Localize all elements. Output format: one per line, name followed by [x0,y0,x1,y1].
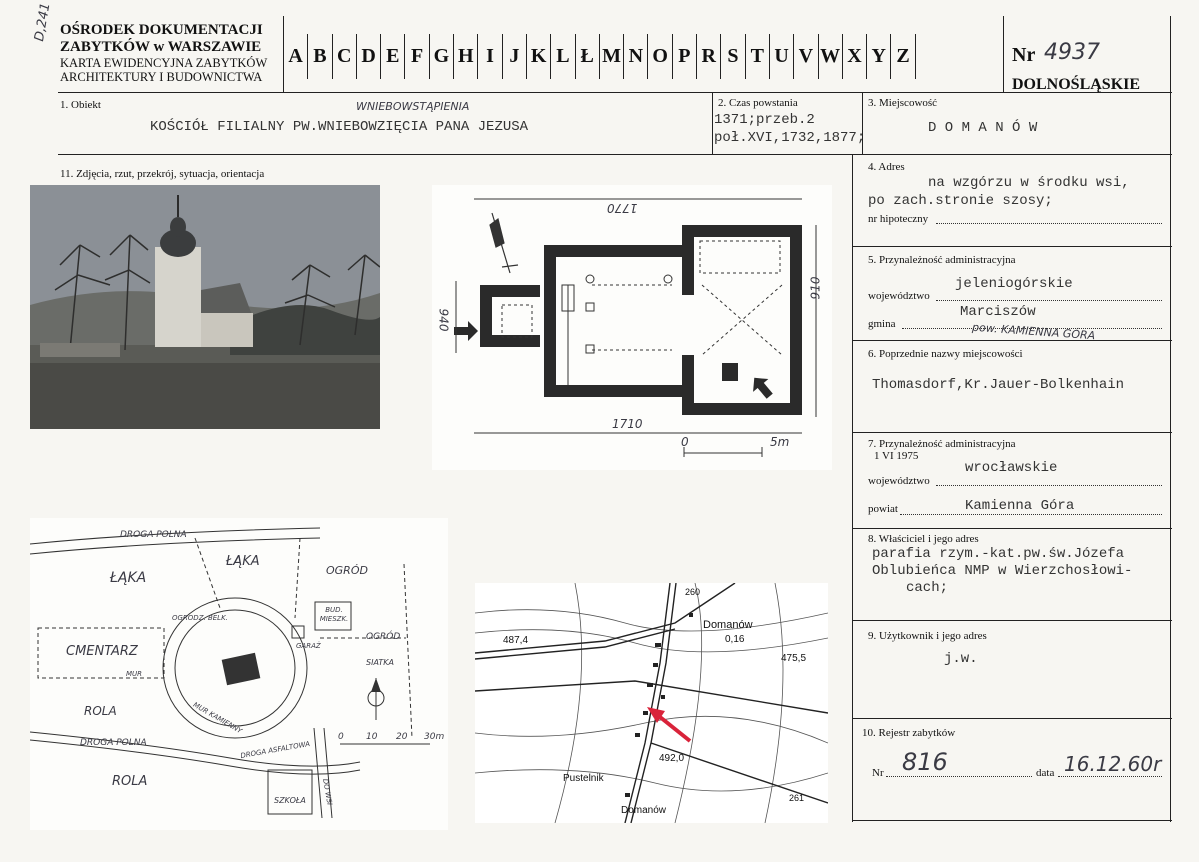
rejestr-label: 10. Rejestr zabytków [862,727,956,739]
index-letter-J: J [503,34,527,79]
adres-bottom-line [852,246,1172,247]
site-siatka: SIATKA [366,658,394,667]
wlasciciel-bottom-line [852,620,1172,621]
plan-dim-left: 940 [436,308,451,332]
plan-dim-right: 910 [808,276,823,300]
wojewodztwo-value: jeleniogórskie [955,276,1073,292]
org-title-2: ZABYTKÓW w WARSZAWIE [60,39,262,55]
site-cmentarz: CMENTARZ [66,644,138,659]
gmina-label: gmina [868,318,896,330]
plan-scale-5: 5m [770,435,790,449]
plan-dim-top: 1770 [607,201,638,215]
index-letter-C: C [333,34,357,79]
obiekt-value: KOŚCIÓŁ FILIALNY PW.WNIEBOWZIĘCIA PANA JEZUSA [150,119,529,135]
rejestr-data-label: data [1036,767,1055,779]
przyn-label: 5. Przynależność administracyjna [868,254,1016,266]
rejestr-nr-dotline [886,776,1032,777]
site-droga-top: DROGA POLNA [120,530,187,540]
index-letter-T: T [746,34,770,79]
index-letter-M: M [600,34,624,79]
site-scale-10: 10 [366,732,378,742]
site-plan [30,518,448,830]
topo-map [475,583,828,823]
site-ogrodz: OGRODZ. BELK. [172,614,228,622]
index-letter-Z: Z [891,34,915,79]
plan-scale-0: 0 [681,435,689,449]
index-letter-V: V [794,34,818,79]
index-letter-Ł: Ł [576,34,600,79]
site-bud: BUD. MIESZK. [319,606,349,623]
przyn1975-date: 1 VI 1975 [874,450,919,462]
site-do-wsi: DO WSI [321,778,334,806]
rejestr-nr-value: 816 [902,748,948,776]
powiat-label: powiat [868,503,898,515]
wlasciciel-label: 8. Właściciel i jego adres [868,533,979,545]
adres-line1: na wzgórzu w środku wsi, [928,175,1130,191]
rejestr-data-value: 16.12.60r [1064,752,1162,776]
topo-domanow: Domanów [703,619,753,631]
index-letter-I: I [478,34,502,79]
topo-016: 0,16 [725,634,745,645]
index-letter-H: H [454,34,478,79]
corner-note: D,241 [32,1,54,43]
hipoteczny-label: nr hipoteczny [868,213,929,225]
przyn-bottom-line [852,340,1172,341]
nr-value: 4937 [1044,40,1100,65]
index-letter-K: K [527,34,551,79]
plan-dim-bottom: 1710 [612,417,643,431]
index-letter-W: W [819,34,843,79]
topo-261: 261 [789,793,805,803]
org-subtitle-2: ARCHITEKTURY I BUDOWNICTWA [60,70,263,84]
zdjecia-label: 11. Zdjęcia, rzut, przekrój, sytuacja, orientacja [60,168,265,180]
wojewodztwo-dotline [936,300,1162,301]
index-letter-R: R [697,34,721,79]
site-ogrod-top: OGRÓD [326,564,368,577]
row1-divider-a [712,92,713,154]
header-org-block [60,22,282,84]
topo-260: 260 [685,587,701,597]
miejscowosc-value: D O M A N Ó W [928,120,1038,136]
rejestr-nr-label: Nr [872,767,884,779]
site-laka-left: ŁĄKA [110,570,147,586]
site-droga-asfalt: DROGA ASFALTOWA [239,739,311,761]
header-divider-right [1003,16,1004,92]
row1-divider-b [862,92,863,154]
site-rola-bottom: ROLA [112,774,148,789]
header-bottom-line [58,92,1172,93]
gmina-dotline [902,328,1162,329]
uzytkownik-label: 9. Użytkownik i jego adres [868,630,987,642]
wojewodztwo-label: województwo [868,290,930,302]
church-photo [30,185,380,429]
org-subtitle-1: KARTA EWIDENCYJNA ZABYTKÓW [60,56,268,70]
wlasciciel-line1: parafia rzym.-kat.pw.św.Józefa [872,546,1125,562]
index-letter-S: S [721,34,745,79]
index-letter-P: P [673,34,697,79]
wlasciciel-line3: cach; [906,580,949,596]
gmina-value: Marciszów [960,304,1036,320]
index-letter-D: D [357,34,381,79]
czas-line1: 1371;przeb.2 [714,112,815,128]
site-droga-bottom: DROGA POLNA [80,738,147,748]
index-letter-B: B [308,34,332,79]
powiat-dotline [900,514,1162,515]
index-letter-F: F [405,34,429,79]
index-letter-O: O [648,34,672,79]
obiekt-correction: WNIEBOWSTĄPIENIA [356,100,470,113]
poprzednie-bottom-line [852,432,1172,433]
main-vertical-divider [852,154,853,822]
site-scale-0: 0 [338,732,344,742]
wlasciciel-line2: Oblubieńca NMP w Wierzchosłowi- [872,563,1133,579]
index-letter-N: N [624,34,648,79]
adres-label: 4. Adres [868,161,905,173]
index-letters [284,34,916,79]
miejscowosc-label: 3. Miejscowość [868,97,938,109]
czas-line2: poł.XVI,1732,1877; [714,130,866,146]
wojewodztwo2-dotline [936,485,1162,486]
powiat-value: Kamienna Góra [965,498,1075,514]
uzytkownik-value: j.w. [944,651,978,667]
org-title-1: OŚRODEK DOKUMENTACJI [60,22,263,38]
topo-domanow-2: Domanów [621,805,667,816]
wojewodztwo2-label: województwo [868,475,930,487]
poprzednie-value: Thomasdorf,Kr.Jauer-Bolkenhain [872,377,1125,393]
index-letter-G: G [430,34,454,79]
obiekt-label: 1. Obiekt [60,99,101,111]
site-laka-mid: ŁĄKA [226,554,260,569]
adres-line2: po zach.stronie szosy; [868,193,1053,209]
floor-plan [432,185,832,470]
card-bottom-line [852,820,1172,821]
topo-4755: 475,5 [781,653,807,664]
hipoteczny-dotline [936,223,1162,224]
site-szkola: SZKOŁA [274,796,306,805]
index-letter-Y: Y [867,34,891,79]
uzytkownik-bottom-line [852,718,1172,719]
poprzednie-label: 6. Poprzednie nazwy miejscowości [868,348,1023,360]
wojewodztwo2-value: wrocławskie [965,460,1058,476]
row1-bottom-line [58,154,1172,155]
rejestr-data-dotline [1058,776,1162,777]
przyn1975-label: 7. Przynależność administracyjna [868,438,1016,450]
nr-label: Nr [1012,44,1036,66]
index-letter-L: L [551,34,575,79]
topo-4920: 492,0 [659,753,685,764]
index-letter-E: E [381,34,405,79]
site-scale-30: 30m [424,732,445,742]
site-mur-kamienny: MUR KAMIENNY [191,700,244,736]
gmina-correction: pow. KAMIENNA GÓRA [971,320,1096,343]
header-right-edge [1170,16,1171,92]
site-scale-20: 20 [396,732,408,742]
site-garaz: GARAŻ [296,642,321,650]
topo-pustelnik: Pustelnik [563,773,604,784]
topo-4874: 487,4 [503,635,529,646]
site-rola-left: ROLA [84,704,117,718]
region-label: DOLNOŚLĄSKIE [1012,76,1141,93]
czas-label: 2. Czas powstania [718,97,798,109]
index-letter-A: A [284,34,308,79]
index-letter-X: X [843,34,867,79]
site-mur: MUR [126,670,143,678]
index-letter-U: U [770,34,794,79]
card-right-edge [1170,92,1171,822]
przyn1975-bottom-line [852,528,1172,529]
site-ogrod-right: OGRÓD [366,632,401,642]
